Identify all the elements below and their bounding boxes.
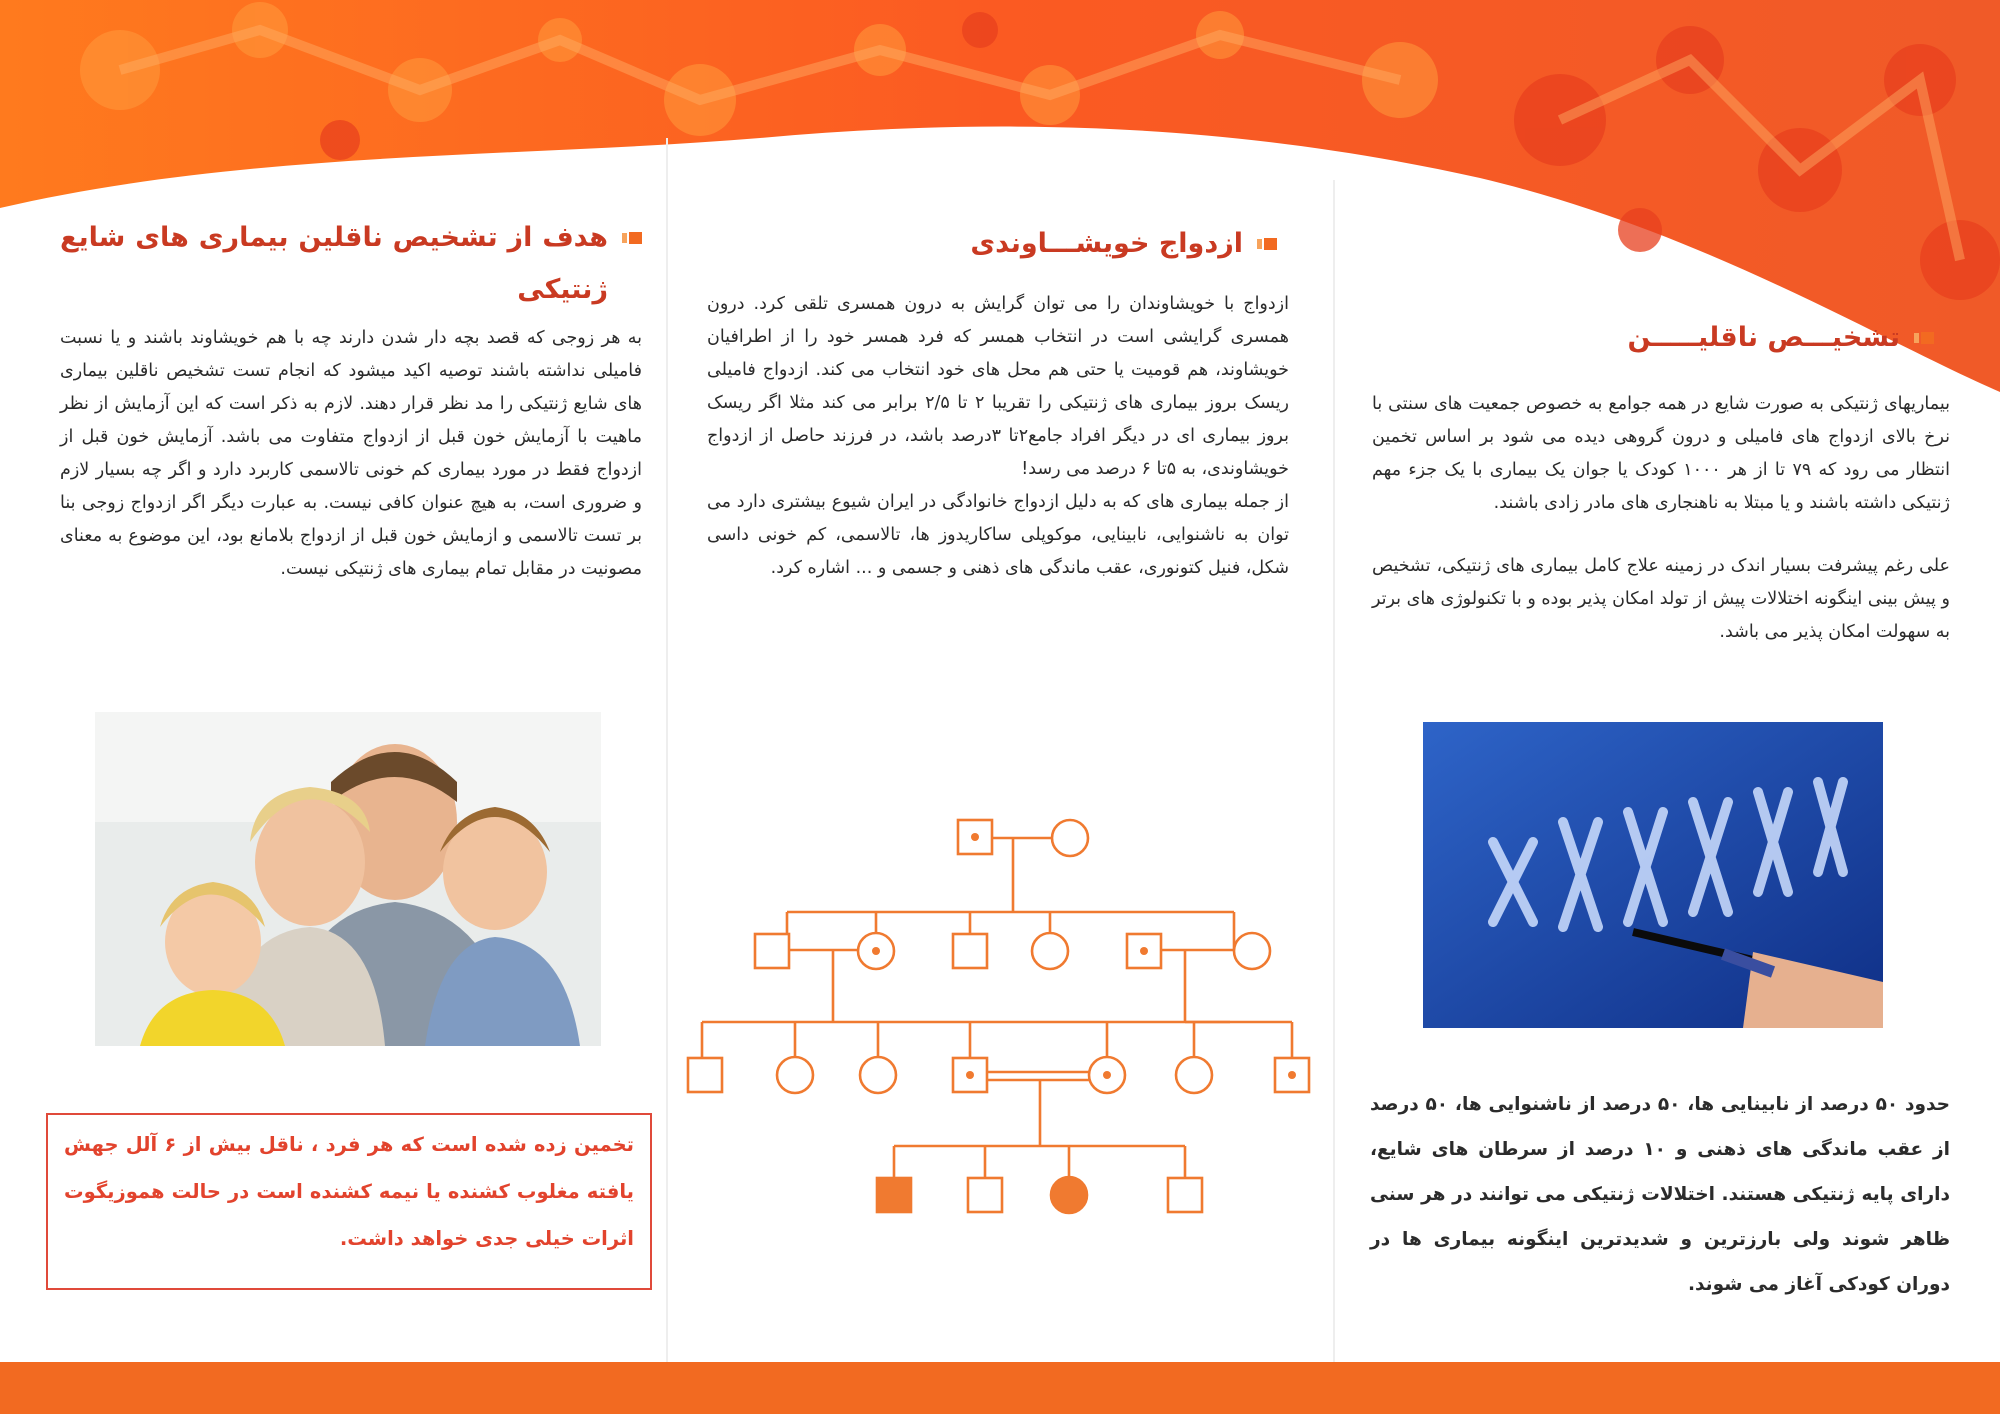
- bullet-icon: [622, 230, 642, 246]
- middle-column: [707, 218, 1289, 585]
- middle-heading: [707, 218, 1289, 270]
- right-bold-text: حدود ۵۰ درصد از نابینایی ها، ۵۰ درصد از ناشنوایی ها، ۵۰ درصد از عقب ماندگی های ذهنی و ۱۰ درصد از سرطان های شایع، دارای پایه ژنتیکی هستند. اختلالات ژنتیکی می توانند در هر سنی ظاهر شوند ولی بارزترین و شدیدترین اینگونه بیماری ها در دوران کودکی آغاز می شوند.: [1370, 1094, 1951, 1295]
- chromosome-photo: [1423, 722, 1883, 1028]
- left-body: به هر زوجی که قصد بچه دار شدن دارند چه با هم خویشاوند باشند و یا نسبت فامیلی نداشته باشند توصیه اکید میشود که انجام تست تشخیص ناقلین بیماری های شایع ژنتیکی را مد نظر قرار دهند. لازم به ذکر است که این آزمایش از نظر ماهیت با آزمایش خون قبل از ازدواج متفاوت می باشد. آزمایش خون قبل از ازدواج فقط در مورد بیماری کم خونی تالاسمی کاربرد دارد و اگر چه بسیار لازم و ضروری است، به هیچ عنوان کافی نیست. به عبارت دیگر اگر ازدواج زوجی بنا بر تست تالاسمی و ازمایش خون قبل از ازدواج بلامانع بود، این موضوع به معنای مصونیت در مقابل تمام بیماری های ژنتیکی نیست.: [60, 328, 642, 579]
- note-box: [46, 1113, 652, 1290]
- family-photo-illustration: [95, 712, 601, 1046]
- bullet-icon: [1914, 330, 1934, 346]
- right-bold-paragraph: [1370, 1082, 1950, 1307]
- right-heading: [1372, 312, 1950, 364]
- right-column: [1372, 312, 1950, 649]
- note-text: تخمین زده شده است که هر فرد ، ناقل بیش از ۶ آلل جهش یافته مغلوب کشنده یا نیمه کشنده است در حالت هموزیگوت اثرات خیلی جدی خواهد داشت.: [64, 1133, 634, 1250]
- middle-heading-text: ازدواج خویشـــاوندی: [970, 228, 1243, 259]
- middle-body-2: از جمله بیماری های که به دلیل ازدواج خانوادگی در ایران شیوع بیشتری دارد می توان به ناشنوایی، نابینایی، موکوپلی ساکاریدوز ها، تالاسمی، کم خونی داسی شکل، فنیل کتونوری، عقب ماندگی های ذهنی و جسمی و ... اشاره کرد.: [707, 492, 1289, 578]
- left-column: [60, 212, 642, 586]
- right-body-1: بیماریهای ژنتیکی به صورت شایع در همه جوامع به خصوص جمعیت های سنتی با نرخ بالای ازدواج های فامیلی و درون گروهی دیده می شود بر اساس تخمین انتظار می رود که ۷۹ تا از هر ۱۰۰۰ کودک یا جوان یک بیماری با یک جزء مهم ژنتیکی داشته باشند و یا مبتلا به ناهنجاری های مادر زادی باشند.: [1372, 394, 1950, 513]
- left-heading: [60, 212, 642, 316]
- middle-body-1: ازدواج با خویشاوندان را می توان گرایش به درون همسری تلقی کرد. درون همسری گرایشی است در انتخاب همسر که فرد همسر خود را از اطرافیان خویشاوند، هم قومیت یا حتی هم محل های خود انتخاب می کند. ازدواج فامیلی ریسک بروز بیماری های ژنتیکی را تقریبا ۲ تا ۲/۵ برابر می کند مثلا اگر ریسک بروز بیماری ای در دیگر افراد جامع۲تا ۳درصد باشد، در فرزند حاصل از ازدواج خویشاوندی، به ۵تا ۶ درصد می رسد!: [707, 294, 1290, 479]
- chromosome-photo-illustration: [1423, 722, 1883, 1028]
- pedigree-chart: [680, 810, 1320, 1230]
- right-body-2: علی رغم پیشرفت بسیار اندک در زمینه علاج کامل بیماری های ژنتیکی، تشخیص و پیش بینی اینگونه اختلالات پیش از تولد امکان پذیر بوده و با تکنولوژی های برتر به سهولت امکان پذیر می باشد.: [1372, 556, 1950, 642]
- right-heading-text: تشخیـــص ناقلیـــــن: [1627, 322, 1900, 353]
- family-photo: [95, 712, 601, 1046]
- bullet-icon: [1257, 236, 1277, 252]
- left-heading-text: هدف از تشخیص ناقلین بیماری های شایع ژنتیکی: [60, 222, 608, 305]
